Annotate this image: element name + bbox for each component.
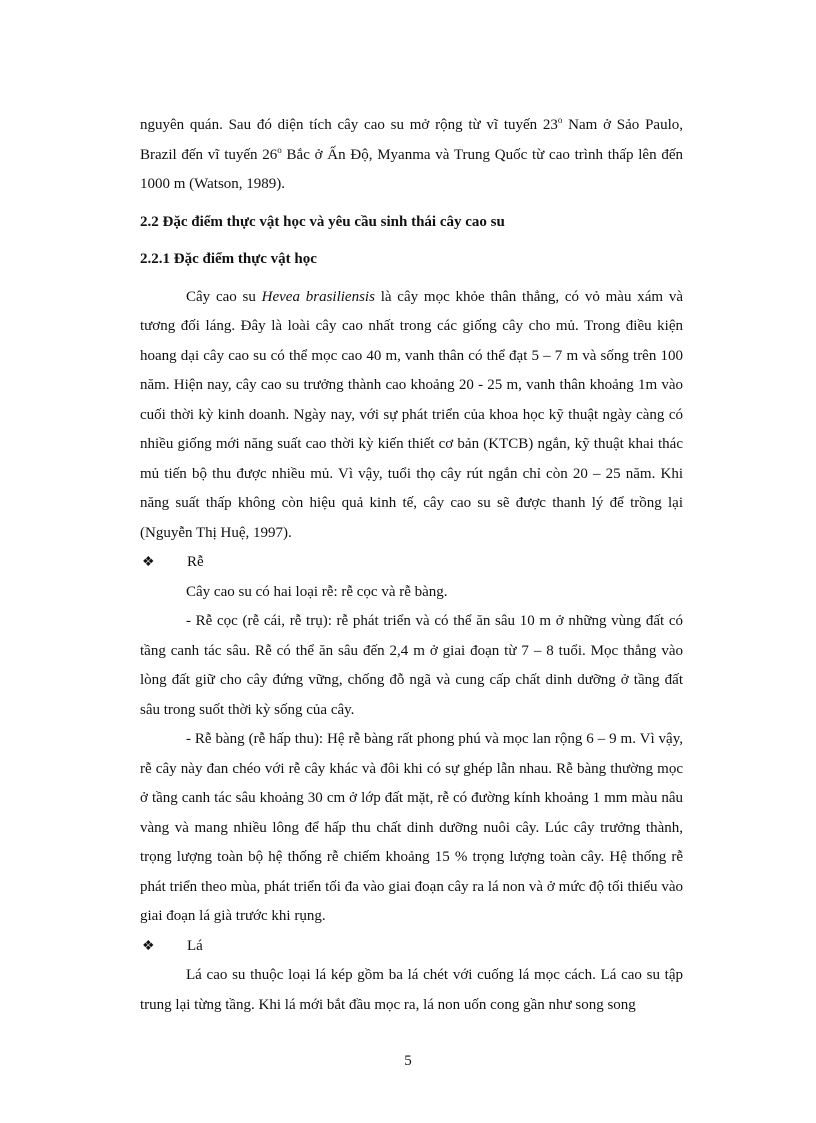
- botany-paragraph: Cây cao su Hevea brasiliensis là cây mọc khỏe thân thẳng, có vỏ màu xám và tương đối láng. Đây là loài cây cao nhất trong các giống cây cho mủ. Trong điều kiện hoang dại cây cao su có thể mọc cao 40 m, vanh thân có thể đạt 5 – 7 m và sống trên 100 năm. Hiện nay, cây cao su trưởng thành cao khoảng 20 - 25 m, vanh thân khoảng 1m vào cuối thời kỳ kinh doanh. Ngày nay, với sự phát triển của khoa học kỹ thuật ngày càng có nhiều giống mới năng suất cao thời kỳ kiến thiết cơ bản (KTCB) ngắn, kỹ thuật khai thác mủ tiến bộ thu được nhiều mủ. Vì vậy, tuổi thọ cây rút ngắn chỉ còn 20 – 25 năm. Khi năng suất thấp không còn hiệu quả kinh tế, cây cao su sẽ được thanh lý để trồng lại (Nguyễn Thị Huệ, 1997).: [140, 288, 683, 541]
- page-number: 5: [404, 1053, 412, 1069]
- page-body: [140, 111, 683, 1020]
- roots-paragraph-lateral: - Rễ bàng (rễ hấp thu): Hệ rễ bàng rất phong phú và mọc lan rộng 6 – 9 m. Vì vậy, rễ cây này đan chéo với rễ cây khác và đôi khi có sự ghép lẫn nhau. Rễ bàng thường mọc ở tầng canh tác sâu khoảng 30 cm ở lớp đất mặt, rễ có đường kính khoảng 1 mm màu nâu vàng và mang nhiều lông để hấp thu chất dinh dưỡng nuôi cây. Lúc cây trưởng thành, trọng lượng toàn bộ hệ thống rễ chiếm khoảng 15 % trọng lượng toàn cây. Hệ thống rễ phát triển theo mùa, phát triển tối đa vào giai đoạn cây ra lá non và ở mức độ tối thiểu vào giai đoạn lá già trước khi rụng.: [140, 731, 683, 924]
- section-heading-2-2: 2.2 Đặc điểm thực vật học và yêu cầu sinh thái cây cao su: [140, 213, 505, 230]
- roots-paragraph-intro: Cây cao su có hai loại rễ: rễ cọc và rễ bàng.: [186, 583, 448, 600]
- roots-subheading: [140, 548, 683, 578]
- roots-paragraph-taproot: - Rễ cọc (rễ cái, rễ trụ): rễ phát triển và có thể ăn sâu 10 m ở những vùng đất có tầng canh tác sâu. Rễ có thể ăn sâu đến 2,4 m ở giai đoạn từ 7 – 8 tuổi. Mọc thẳng vào lòng đất giữ cho cây đứng vững, chống đỗ ngã và cung cấp chất dinh dưỡng ở tầng đất sâu trong suốt thời kỳ sống của cây.: [140, 613, 683, 718]
- diamond-bullet-icon: ❖: [142, 555, 155, 570]
- degree-superscript: o: [277, 144, 282, 155]
- section-heading-2-2-1: 2.2.1 Đặc điểm thực vật học: [140, 251, 317, 267]
- intro-paragraph: nguyên quán. Sau đó diện tích cây cao su mở rộng từ vĩ tuyến 23$^o$ Nam ở Sảo Paulo, Brazil đến vĩ tuyến 26$^o$ Bắc ở Ấn Độ, Myanma và Trung Quốc từ cao trình thấp lên đến 1000 m (Watson, 1989).: [140, 115, 683, 192]
- leaves-subheading: [140, 932, 683, 962]
- roots-label: Rễ: [187, 554, 204, 570]
- leaves-paragraph: Lá cao su thuộc loại lá kép gồm ba lá chét với cuống lá mọc cách. Lá cao su tập trung lại từng tầng. Khi lá mới bắt đầu mọc ra, lá non uốn cong gần như song song: [140, 967, 683, 1013]
- leaves-label: Lá: [187, 937, 203, 954]
- species-name: Hevea brasiliensis: [261, 288, 375, 305]
- degree-superscript: o: [557, 115, 563, 125]
- diamond-bullet-icon: ❖: [142, 938, 155, 954]
